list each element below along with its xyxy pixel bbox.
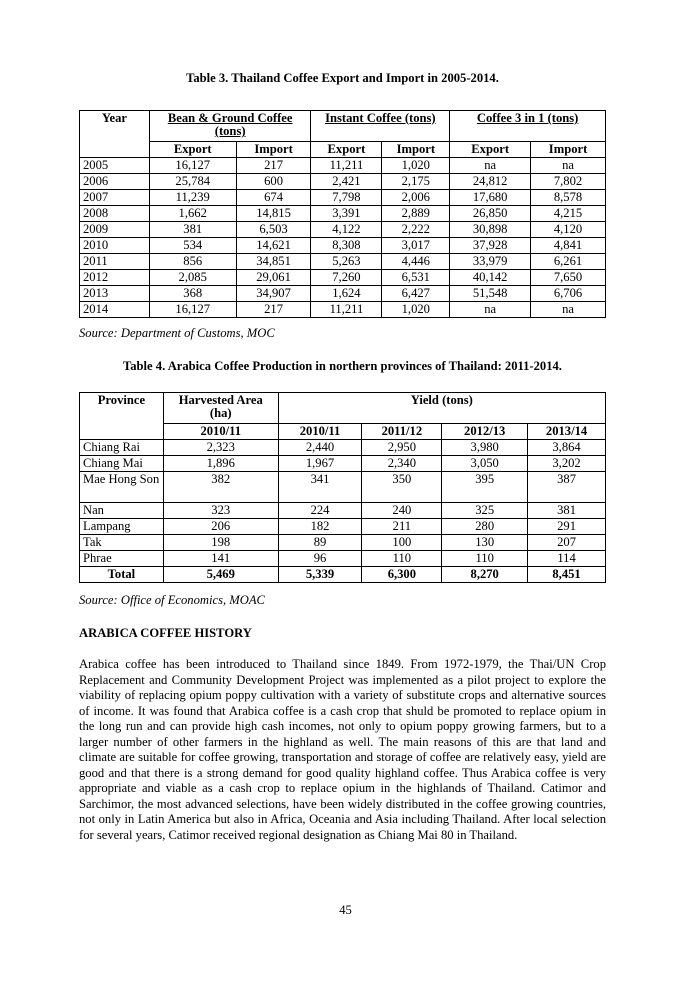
row-label-cell: Mae Hong Son [80, 472, 164, 503]
total-label-cell: Total [80, 567, 164, 583]
total-value-cell: 5,469 [163, 567, 278, 583]
value-cell: na [450, 302, 531, 318]
province-header: Province [80, 393, 164, 440]
row-label-cell: 2008 [80, 206, 150, 222]
value-cell: 130 [442, 535, 528, 551]
coffee-3in1-header: Coffee 3 in 1 (tons) [450, 111, 606, 142]
table-row [80, 206, 606, 222]
value-cell: 34,851 [236, 254, 311, 270]
table3-body [80, 158, 606, 318]
value-cell: 3,017 [382, 238, 450, 254]
row-label-cell: 2013 [80, 286, 150, 302]
value-cell: 387 [528, 472, 606, 503]
table4-body [80, 440, 606, 583]
row-label-cell: 2011 [80, 254, 150, 270]
table-row [80, 456, 606, 472]
value-cell: 2,323 [163, 440, 278, 456]
value-cell: 2,440 [278, 440, 362, 456]
value-cell: 7,650 [531, 270, 606, 286]
value-cell: 7,798 [311, 190, 382, 206]
table-row [80, 519, 606, 535]
value-cell: 291 [528, 519, 606, 535]
value-cell: 217 [236, 302, 311, 318]
value-cell: 26,850 [450, 206, 531, 222]
value-cell: 96 [278, 551, 362, 567]
value-cell: 14,621 [236, 238, 311, 254]
row-label-cell: 2005 [80, 158, 150, 174]
value-cell: 206 [163, 519, 278, 535]
subheader: 2010/11 [163, 424, 278, 440]
value-cell: 323 [163, 503, 278, 519]
value-cell: 40,142 [450, 270, 531, 286]
subheader: Import [382, 142, 450, 158]
value-cell: 217 [236, 158, 311, 174]
value-cell: na [531, 302, 606, 318]
table-row [80, 190, 606, 206]
subheader: Export [149, 142, 236, 158]
value-cell: 11,211 [311, 158, 382, 174]
value-cell: 4,841 [531, 238, 606, 254]
value-cell: 6,427 [382, 286, 450, 302]
row-label-cell: 2012 [80, 270, 150, 286]
value-cell: 4,446 [382, 254, 450, 270]
total-row [80, 567, 606, 583]
value-cell: 8,578 [531, 190, 606, 206]
value-cell: 29,061 [236, 270, 311, 286]
table4-arabica-production [79, 392, 606, 583]
value-cell: 240 [362, 503, 442, 519]
value-cell: 368 [149, 286, 236, 302]
value-cell: 381 [528, 503, 606, 519]
value-cell: 600 [236, 174, 311, 190]
table-row [80, 158, 606, 174]
value-cell: 2,340 [362, 456, 442, 472]
value-cell: 350 [362, 472, 442, 503]
value-cell: 37,928 [450, 238, 531, 254]
table-row [80, 238, 606, 254]
value-cell: 114 [528, 551, 606, 567]
year-header: Year [80, 111, 150, 158]
subheader: 2010/11 [278, 424, 362, 440]
row-label-cell: Nan [80, 503, 164, 519]
value-cell: 4,120 [531, 222, 606, 238]
value-cell: 325 [442, 503, 528, 519]
subheader: Export [450, 142, 531, 158]
value-cell: 182 [278, 519, 362, 535]
value-cell: 2,085 [149, 270, 236, 286]
table-row [80, 254, 606, 270]
table-row [80, 174, 606, 190]
table4-source: Source: Office of Economics, MOAC [79, 593, 265, 607]
value-cell: 381 [149, 222, 236, 238]
table3-source: Source: Department of Customs, MOC [79, 326, 275, 340]
section-heading: ARABICA COFFEE HISTORY [79, 626, 252, 640]
subheader: 2011/12 [362, 424, 442, 440]
value-cell: 207 [528, 535, 606, 551]
table-row [80, 503, 606, 519]
value-cell: 14,815 [236, 206, 311, 222]
value-cell: 1,020 [382, 302, 450, 318]
row-label-cell: 2006 [80, 174, 150, 190]
value-cell: 4,215 [531, 206, 606, 222]
subheader: 2013/14 [528, 424, 606, 440]
subheader: Import [531, 142, 606, 158]
row-label-cell: 2014 [80, 302, 150, 318]
value-cell: 7,260 [311, 270, 382, 286]
value-cell: 1,624 [311, 286, 382, 302]
value-cell: 6,706 [531, 286, 606, 302]
value-cell: 3,391 [311, 206, 382, 222]
row-label-cell: Chiang Rai [80, 440, 164, 456]
subheader: Import [236, 142, 311, 158]
value-cell: 16,127 [149, 302, 236, 318]
value-cell: 2,950 [362, 440, 442, 456]
value-cell: 224 [278, 503, 362, 519]
value-cell: 110 [442, 551, 528, 567]
value-cell: 1,896 [163, 456, 278, 472]
value-cell: 6,531 [382, 270, 450, 286]
value-cell: 11,211 [311, 302, 382, 318]
table-row [80, 222, 606, 238]
table-row [80, 551, 606, 567]
value-cell: 24,812 [450, 174, 531, 190]
value-cell: 674 [236, 190, 311, 206]
value-cell: 89 [278, 535, 362, 551]
value-cell: 1,662 [149, 206, 236, 222]
row-label-cell: 2010 [80, 238, 150, 254]
value-cell: 100 [362, 535, 442, 551]
value-cell: 110 [362, 551, 442, 567]
value-cell: 3,202 [528, 456, 606, 472]
table3-coffee-export-import [79, 110, 606, 318]
value-cell: 1,020 [382, 158, 450, 174]
row-label-cell: 2009 [80, 222, 150, 238]
total-value-cell: 8,451 [528, 567, 606, 583]
row-label-cell: Lampang [80, 519, 164, 535]
total-value-cell: 6,300 [362, 567, 442, 583]
value-cell: 4,122 [311, 222, 382, 238]
value-cell: 16,127 [149, 158, 236, 174]
value-cell: 7,802 [531, 174, 606, 190]
value-cell: na [531, 158, 606, 174]
value-cell: 141 [163, 551, 278, 567]
table-row [80, 286, 606, 302]
value-cell: 2,421 [311, 174, 382, 190]
table3-caption: Table 3. Thailand Coffee Export and Import in 2005-2014. [186, 71, 499, 85]
value-cell: 280 [442, 519, 528, 535]
value-cell: 6,503 [236, 222, 311, 238]
value-cell: 8,308 [311, 238, 382, 254]
value-cell: 1,967 [278, 456, 362, 472]
value-cell: 856 [149, 254, 236, 270]
value-cell: 2,175 [382, 174, 450, 190]
value-cell: 2,889 [382, 206, 450, 222]
value-cell: 30,898 [450, 222, 531, 238]
value-cell: 382 [163, 472, 278, 503]
total-value-cell: 5,339 [278, 567, 362, 583]
table-row [80, 440, 606, 456]
value-cell: 211 [362, 519, 442, 535]
value-cell: 5,263 [311, 254, 382, 270]
row-label-cell: 2007 [80, 190, 150, 206]
value-cell: 2,006 [382, 190, 450, 206]
value-cell: 51,548 [450, 286, 531, 302]
table-row [80, 535, 606, 551]
page-number: 45 [339, 903, 352, 917]
value-cell: 534 [149, 238, 236, 254]
subheader: Export [311, 142, 382, 158]
value-cell: na [450, 158, 531, 174]
harvested-area-header: Harvested Area (ha) [163, 393, 278, 424]
table-row [80, 472, 606, 503]
value-cell: 3,980 [442, 440, 528, 456]
value-cell: 3,864 [528, 440, 606, 456]
row-label-cell: Chiang Mai [80, 456, 164, 472]
value-cell: 6,261 [531, 254, 606, 270]
value-cell: 34,907 [236, 286, 311, 302]
table-row [80, 302, 606, 318]
instant-coffee-header: Instant Coffee (tons) [311, 111, 450, 142]
value-cell: 17,680 [450, 190, 531, 206]
row-label-cell: Phrae [80, 551, 164, 567]
value-cell: 3,050 [442, 456, 528, 472]
value-cell: 25,784 [149, 174, 236, 190]
value-cell: 395 [442, 472, 528, 503]
bean-ground-header: Bean & Ground Coffee (tons) [149, 111, 311, 142]
value-cell: 11,239 [149, 190, 236, 206]
value-cell: 33,979 [450, 254, 531, 270]
table4-caption: Table 4. Arabica Coffee Production in northern provinces of Thailand: 2011-2014. [123, 359, 562, 373]
row-label-cell: Tak [80, 535, 164, 551]
yield-header: Yield (tons) [278, 393, 605, 424]
history-paragraph: Arabica coffee has been introduced to Thailand since 1849. From 1972-1979, the Thai/UN Crop Replacement and Community Development Project was implemented as a pilot project to explore the viability of replacing opium poppy cultivation with a variety of substitute crops and alternative sources of income. It was found that Arabica coffee is a cash crop that shuld be promoted to replace opium in the long run and can provide high cash incomes, not only to opium poppy growing farmers, but to a larger number of other farmers in the highland as well. The main reasons of this are that land and climate are suitable for coffee growing, transportation and storage of coffee are relatively easy, yield are good and that there is a strong demand for good quality highland coffee. Thus Arabica coffee is very appropriate and viable as a cash crop to replace opium in the highlands of Thailand. Catimor and Sarchimor, the most advanced selections, have been widely distributed in the coffee growing countries, not only in Latin America but also in Africa, Oceania and Asia including Thailand. After local selection for several years, Catimor received regional designation as Chiang Mai 80 in Thailand. [79, 657, 606, 842]
value-cell: 198 [163, 535, 278, 551]
value-cell: 341 [278, 472, 362, 503]
subheader: 2012/13 [442, 424, 528, 440]
value-cell: 2,222 [382, 222, 450, 238]
table-row [80, 270, 606, 286]
total-value-cell: 8,270 [442, 567, 528, 583]
